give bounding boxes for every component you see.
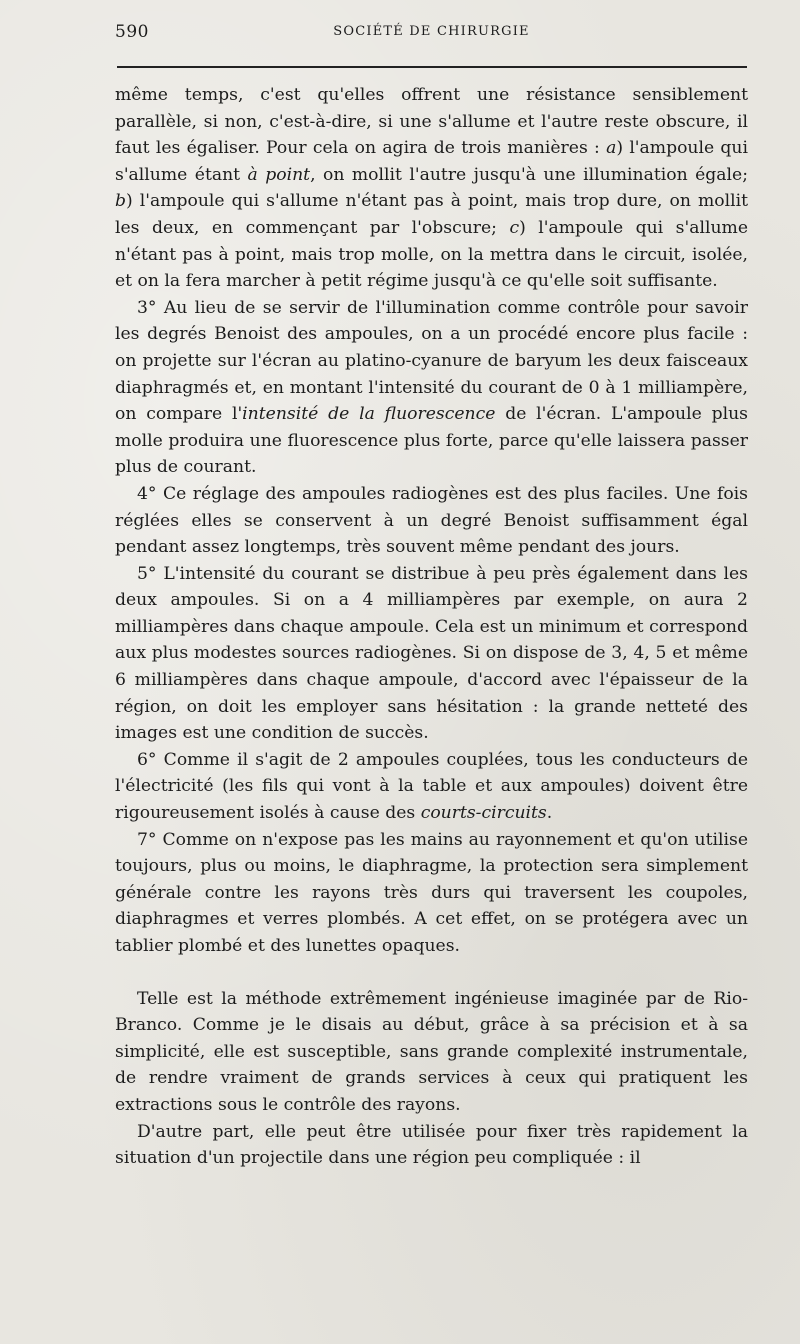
body-text xyxy=(115,82,748,1172)
paragraph-point-4: 4° Ce réglage des ampoules radiogènes est des plus faciles. Une fois réglées elles se conservent à un degré Benoist suffisamment égal pendant assez longtemps, très souvent même pendant des jours. xyxy=(115,483,748,558)
paragraph-point-7: 7° Comme on n'expose pas les mains au rayonnement et qu'on utilise toujours, plus ou moins, le diaphragme, la protection sera simplement générale contre les rayons très durs qui traversent les coupoles, diaphragmes et verres plombés. A cet effet, on se protégera avec un tablier plombé et des lunettes opaques. xyxy=(115,829,748,956)
page-header xyxy=(115,18,748,52)
paragraph-point-5: 5° L'intensité du courant se distribue à peu près également dans les deux ampoules. Si on a 4 milliampères par exemple, on aura 2 milliampères dans chaque ampoule. Cela est un minimum et correspond aux plus modestes sources radiogènes. Si on dispose de 3, 4, 5 et même 6 milliampères dans chaque ampoule, d'accord avec l'épaisseur de la région, on doit les employer sans hésitation : la grande netteté des images est une condition de succès. xyxy=(115,563,748,744)
page-number: 590 xyxy=(115,22,149,42)
running-title: SOCIÉTÉ DE CHIRURGIE xyxy=(333,24,530,39)
header-rule xyxy=(117,66,747,68)
paragraph-final: D'autre part, elle peut être utilisée pour fixer très rapidement la situation d'un projectile dans une région peu compliquée : il xyxy=(115,1121,748,1169)
paragraph-point-3: 3° Au lieu de se servir de l'illumination comme contrôle pour savoir les degrés Benoist des ampoules, on a un procédé encore plus facile : on projette sur l'écran au platino-cyanure de baryum les deux faisceaux diaphragmés et, en montant l'intensité du courant de 0 à 1 milliampère, on compare l'intensité de la fluorescence de l'écran. L'ampoule plus molle produira une fluorescence plus forte, parce qu'elle laissera passer plus de courant. xyxy=(115,297,748,478)
paragraph-continuation: même temps, c'est qu'elles offrent une résistance sensiblement parallèle, si non, c'est-à-dire, si une s'allume et l'autre reste obscure, il faut les égaliser. Pour cela on agira de trois manières : a) l'ampoule qui s'allume étant à point, on mollit l'autre jusqu'à une illumination égale; b) l'ampoule qui s'allume n'étant pas à point, mais trop dure, on mollit les deux, en commençant par l'obscure; c) l'ampoule qui s'allume n'étant pas à point, mais trop molle, on la mettra dans le circuit, isolée, et on la fera marcher à petit régime jusqu'à ce qu'elle soit suffisante. xyxy=(115,85,749,292)
paragraph-point-6: 6° Comme il s'agit de 2 ampoules couplées, tous les conducteurs de l'électricité (les fils qui vont à la table et aux ampoules) doivent être rigoureusement isolés à cause des courts-circuits. xyxy=(115,749,748,824)
paragraph-conclusion: Telle est la méthode extrêmement ingénieuse imaginée par de Rio-Branco. Comme je le disais au début, grâce à sa précision et à sa simplicité, elle est susceptible, sans grande complexité instrumentale, de rendre vraiment de grands services à ceux qui pratiquent les extractions sous le contrôle des rayons. xyxy=(115,988,748,1115)
